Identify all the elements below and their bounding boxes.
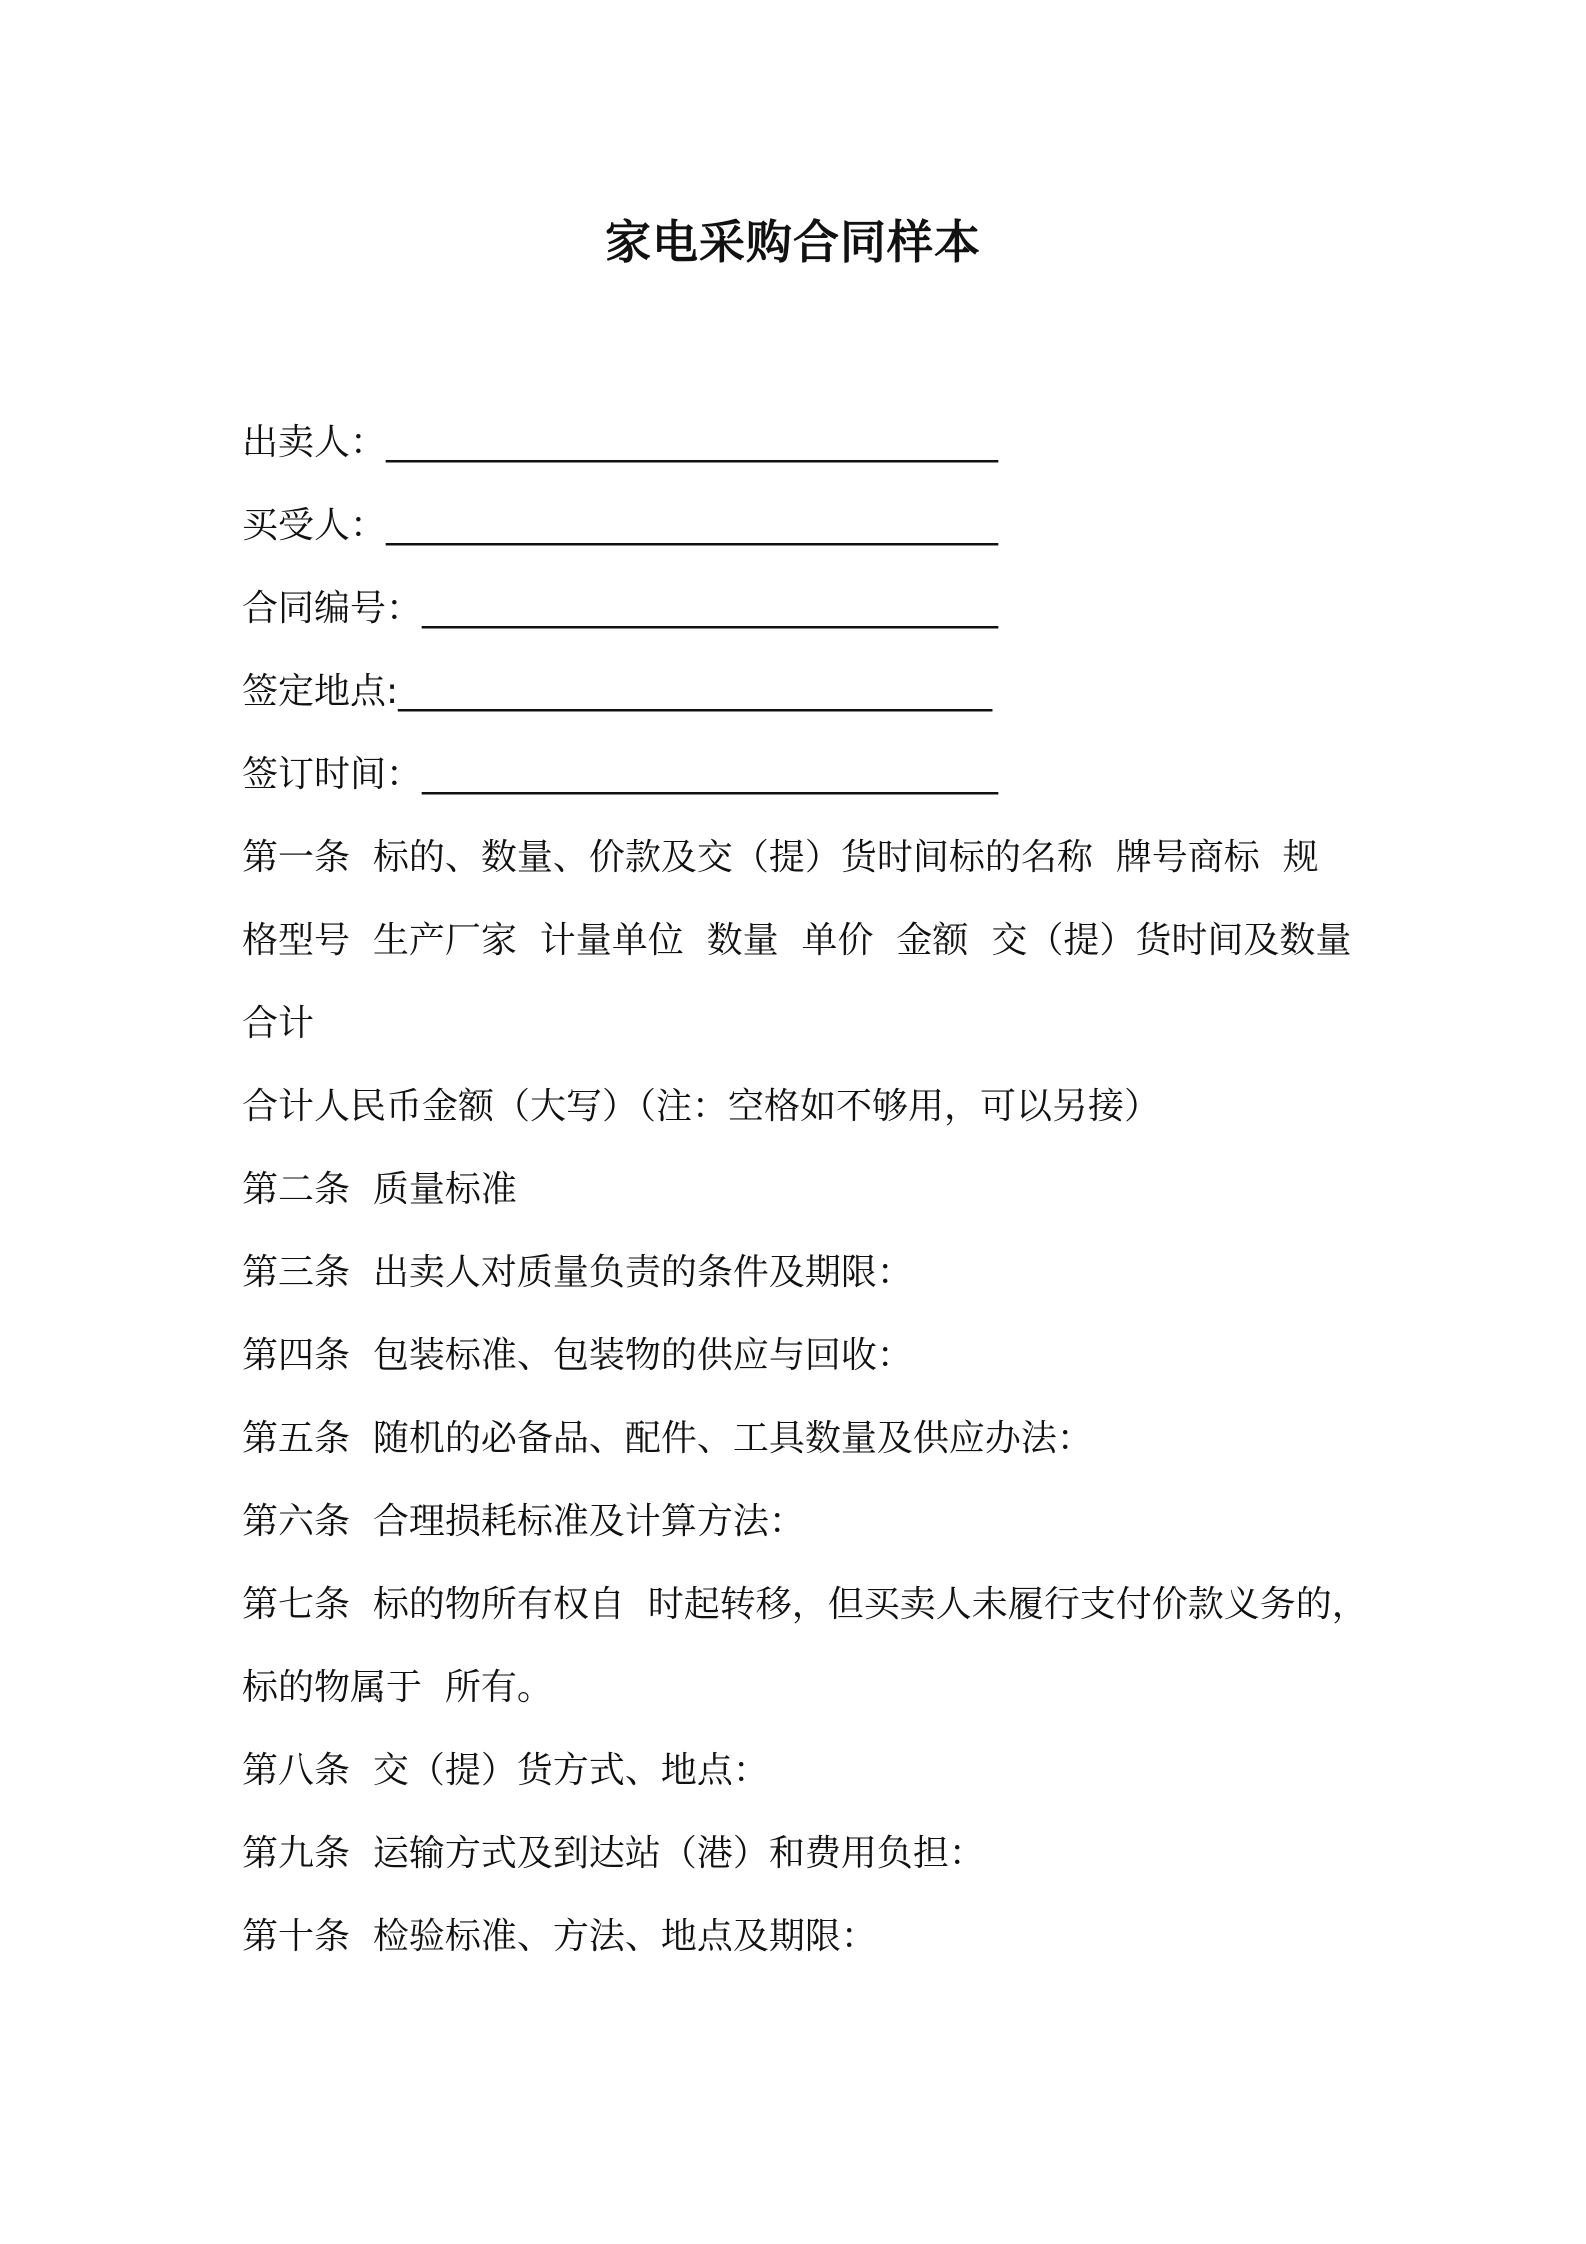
article-9: 第九条 运输方式及到达站（港）和费用负担：: [242, 1833, 985, 1874]
article-10: 第十条 检验标准、方法、地点及期限：: [242, 1916, 877, 1957]
article-7-line-1: 第七条 标的物所有权自 时起转移，但买卖人未履行支付价款义务的，: [242, 1584, 1368, 1625]
signing-place-line: 签定地点:_________________________________: [242, 671, 993, 712]
article-1-line-1: 第一条 标的、数量、价款及交（提）货时间标的名称 牌号商标 规: [242, 837, 1319, 878]
article-1-line-3: 合计: [242, 1003, 315, 1044]
article-8: 第八条 交（提）货方式、地点：: [242, 1750, 769, 1791]
article-4: 第四条 包装标准、包装物的供应与回收：: [242, 1335, 913, 1376]
article-2: 第二条 质量标准: [242, 1169, 517, 1210]
document-title: 家电采购合同样本: [605, 215, 981, 269]
contract-number-line: 合同编号：________________________________: [242, 588, 999, 629]
total-amount-line: 合计人民币金额（大写）（注：空格如不够用，可以另接）: [242, 1086, 1161, 1127]
article-7-line-2: 标的物属于 所有。: [242, 1667, 553, 1708]
signing-time-line: 签订时间：________________________________: [242, 754, 999, 795]
article-1-line-2: 格型号 生产厂家 计量单位 数量 单价 金额 交（提）货时间及数量: [242, 920, 1352, 961]
article-3: 第三条 出卖人对质量负责的条件及期限：: [242, 1252, 913, 1293]
buyer-line: 买受人：__________________________________: [242, 505, 999, 546]
article-6: 第六条 合理损耗标准及计算方法：: [242, 1501, 805, 1542]
article-5: 第五条 随机的必备品、配件、工具数量及供应办法：: [242, 1418, 1093, 1459]
seller-line: 出卖人：__________________________________: [242, 422, 999, 463]
